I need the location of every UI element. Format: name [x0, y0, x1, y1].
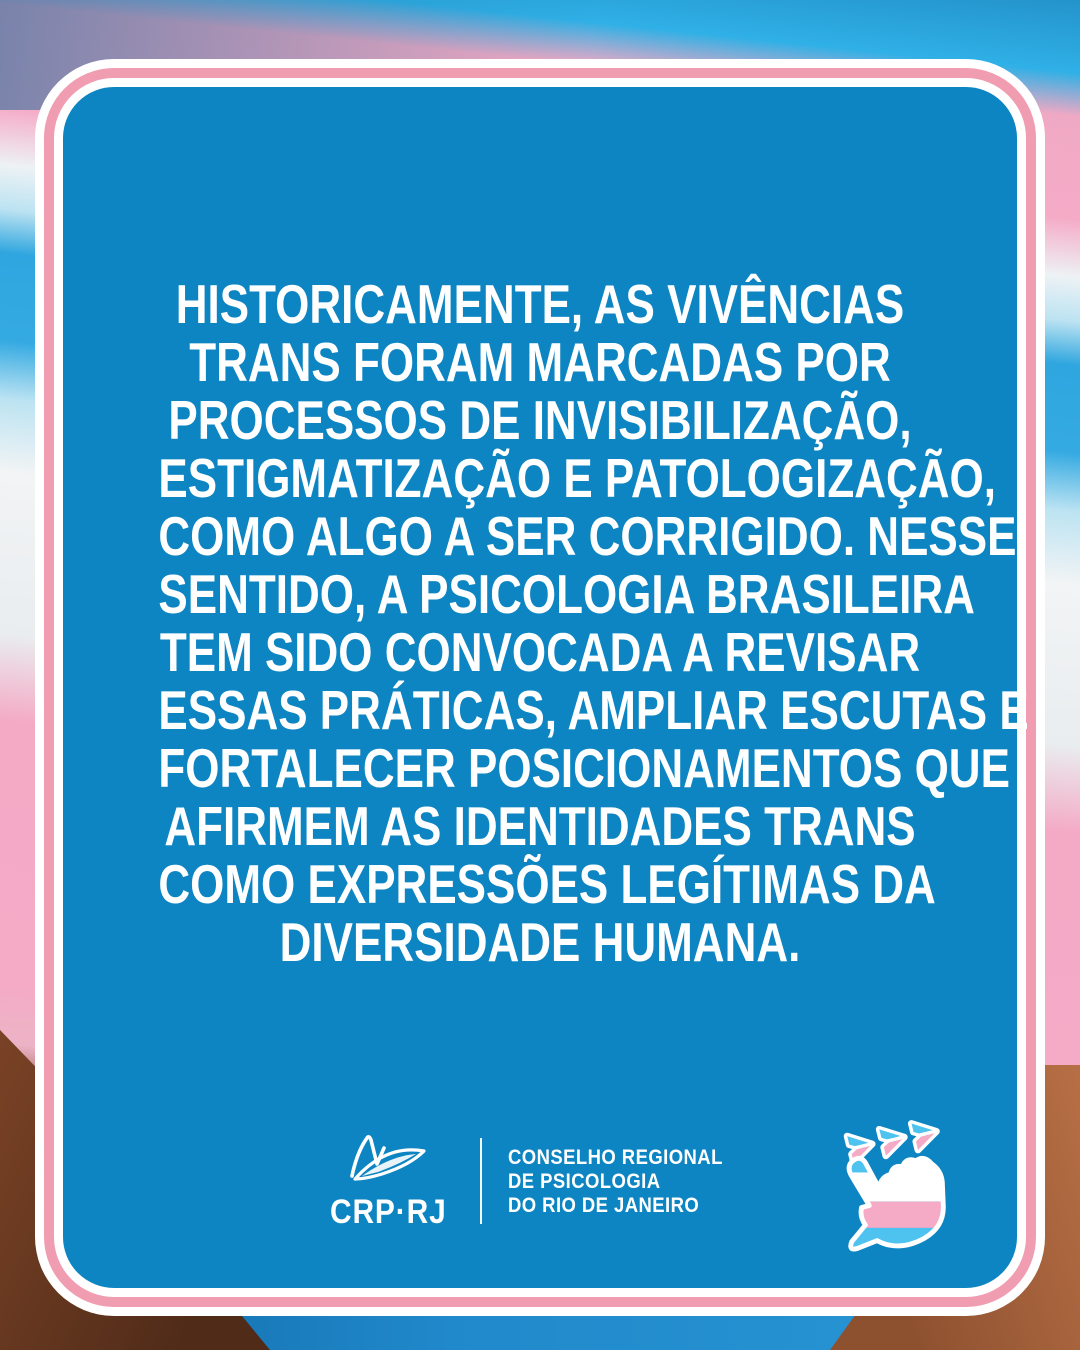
statement-text-line: FORTALECER POSICIONAMENTOS QUE — [158, 737, 1010, 799]
statement-text-line: AFIRMEM AS IDENTIDADES TRANS — [164, 795, 916, 857]
statement-text-line: PROCESSOS DE INVISIBILIZAÇÃO, — [168, 389, 912, 451]
statement-text-line: TRANS FORAM MARCADAS POR — [189, 331, 891, 393]
footer-divider — [480, 1138, 482, 1224]
statement-text-line: ESSAS PRÁTICAS, AMPLIAR ESCUTAS E — [158, 679, 1029, 741]
trans-flag-hand-snap-icon — [837, 1116, 961, 1262]
statement-text-line: TEM SIDO CONVOCADA A REVISAR — [159, 621, 921, 683]
statement-text-line: SENTIDO, A PSICOLOGIA BRASILEIRA — [158, 563, 975, 625]
org-name-line: DO RIO DE JANEIRO — [508, 1193, 700, 1217]
statement-text — [158, 273, 1029, 973]
statement-card — [54, 78, 1029, 1297]
statement-text-line: HISTORICAMENTE, AS VIVÊNCIAS — [175, 273, 905, 335]
org-name-line: CONSELHO REGIONAL — [508, 1145, 724, 1169]
org-name-line: DE PSICOLOGIA — [508, 1169, 661, 1193]
logo-acronym: CRP·RJ — [329, 1193, 447, 1231]
statement-text-line: DIVERSIDADE HUMANA. — [279, 911, 801, 973]
statement-text-line: COMO EXPRESSÕES LEGÍTIMAS DA — [158, 853, 936, 915]
statement-text-line: COMO ALGO A SER CORRIGIDO. NESSE — [158, 505, 1017, 567]
crprj-logo — [322, 1130, 455, 1232]
crprj-seagull-logo-icon — [342, 1130, 434, 1191]
statement-text-line: ESTIGMATIZAÇÃO E PATOLOGIZAÇÃO, — [158, 447, 997, 509]
org-name — [508, 1145, 723, 1217]
